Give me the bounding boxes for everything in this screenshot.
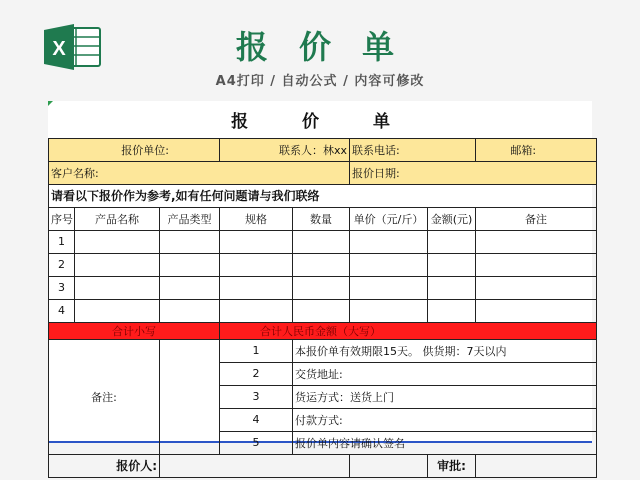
cell[interactable] xyxy=(220,253,293,276)
cell[interactable] xyxy=(476,230,597,253)
cell[interactable] xyxy=(293,253,350,276)
cell[interactable] xyxy=(476,253,597,276)
cell[interactable] xyxy=(75,253,160,276)
note-text[interactable]: 报价单内容请确认签名 xyxy=(293,431,597,454)
note-text[interactable]: 货运方式：送货上门 xyxy=(293,385,597,408)
cell[interactable] xyxy=(476,299,597,322)
header-cell[interactable]: 序号 xyxy=(49,207,75,230)
header-cell[interactable]: 规格 xyxy=(220,207,293,230)
info-row-company xyxy=(49,138,597,161)
cell[interactable] xyxy=(428,253,476,276)
header-cell[interactable]: 产品名称 xyxy=(75,207,160,230)
row-number[interactable]: 2 xyxy=(49,253,75,276)
cell[interactable] xyxy=(293,276,350,299)
subtotal-label[interactable]: 合计小写 xyxy=(49,322,220,339)
quote-date-label[interactable]: 报价日期: xyxy=(350,161,597,184)
cell[interactable] xyxy=(160,276,220,299)
cell[interactable] xyxy=(160,299,220,322)
page-title: 报 价 单 xyxy=(235,28,405,66)
cell[interactable] xyxy=(293,230,350,253)
banner xyxy=(0,0,640,100)
note-row xyxy=(49,339,597,362)
note-text[interactable]: 本报价单有效期限15天。 供货期：7天以内 xyxy=(293,339,597,362)
email-label[interactable]: 邮箱: xyxy=(476,138,597,161)
footer-row xyxy=(49,454,597,477)
contact-label[interactable]: 联系人：林xx xyxy=(220,138,350,161)
cell[interactable] xyxy=(220,276,293,299)
header-cell[interactable]: 备注 xyxy=(476,207,597,230)
cell[interactable] xyxy=(350,230,428,253)
cell[interactable] xyxy=(350,299,428,322)
header-cell[interactable]: 产品类型 xyxy=(160,207,220,230)
cell[interactable] xyxy=(428,230,476,253)
total-row xyxy=(49,322,597,339)
header-cell[interactable]: 单价（元/斤） xyxy=(350,207,428,230)
header-cell[interactable]: 数量 xyxy=(293,207,350,230)
note-text[interactable]: 付款方式: xyxy=(293,408,597,431)
cell[interactable] xyxy=(350,253,428,276)
cell[interactable] xyxy=(160,253,220,276)
cell[interactable] xyxy=(160,230,220,253)
row-number[interactable]: 1 xyxy=(49,230,75,253)
note-number[interactable]: 5 xyxy=(220,431,293,454)
cell[interactable] xyxy=(75,230,160,253)
quoter-label[interactable]: 报价人: xyxy=(49,454,160,477)
note-text[interactable]: 交货地址: xyxy=(293,362,597,385)
table-row xyxy=(49,230,597,253)
cell[interactable] xyxy=(220,230,293,253)
cell[interactable] xyxy=(428,299,476,322)
cell-comment-marker xyxy=(48,101,53,106)
cell[interactable] xyxy=(75,299,160,322)
phone-label[interactable]: 联系电话: xyxy=(350,138,476,161)
cell[interactable] xyxy=(293,299,350,322)
info-row-customer xyxy=(49,161,597,184)
table-row xyxy=(49,299,597,322)
cell[interactable] xyxy=(160,339,220,454)
quote-unit-label[interactable]: 报价单位: xyxy=(49,138,220,161)
row-number[interactable]: 3 xyxy=(49,276,75,299)
cell[interactable] xyxy=(75,276,160,299)
quote-table xyxy=(48,101,597,478)
approve-signature-cell[interactable] xyxy=(476,454,597,477)
sheet-title[interactable]: 报 价 单 xyxy=(49,101,597,138)
quoter-signature-cell[interactable] xyxy=(160,454,350,477)
table-row xyxy=(49,253,597,276)
cell[interactable] xyxy=(428,276,476,299)
note-number[interactable]: 2 xyxy=(220,362,293,385)
row-number[interactable]: 4 xyxy=(49,299,75,322)
svg-text:X: X xyxy=(52,38,66,60)
notice-text[interactable]: 请看以下报价作为参考,如有任何问题请与我们联络 xyxy=(49,184,597,207)
remarks-label[interactable]: 备注: xyxy=(49,339,160,454)
note-number[interactable]: 1 xyxy=(220,339,293,362)
header-row xyxy=(49,207,597,230)
cell[interactable] xyxy=(220,299,293,322)
cell[interactable] xyxy=(350,276,428,299)
note-number[interactable]: 3 xyxy=(220,385,293,408)
spreadsheet[interactable] xyxy=(48,101,592,473)
cell[interactable] xyxy=(476,276,597,299)
approve-label[interactable]: 审批: xyxy=(428,454,476,477)
rmb-total-label[interactable]: 合计人民币金额（大写） xyxy=(220,322,597,339)
table-row xyxy=(49,276,597,299)
page-subtitle: A4打印 / 自动公式 / 内容可修改 xyxy=(215,74,425,89)
customer-name-label[interactable]: 客户名称: xyxy=(49,161,350,184)
cell[interactable] xyxy=(350,454,428,477)
header-cell[interactable]: 金额(元) xyxy=(428,207,476,230)
note-number[interactable]: 4 xyxy=(220,408,293,431)
